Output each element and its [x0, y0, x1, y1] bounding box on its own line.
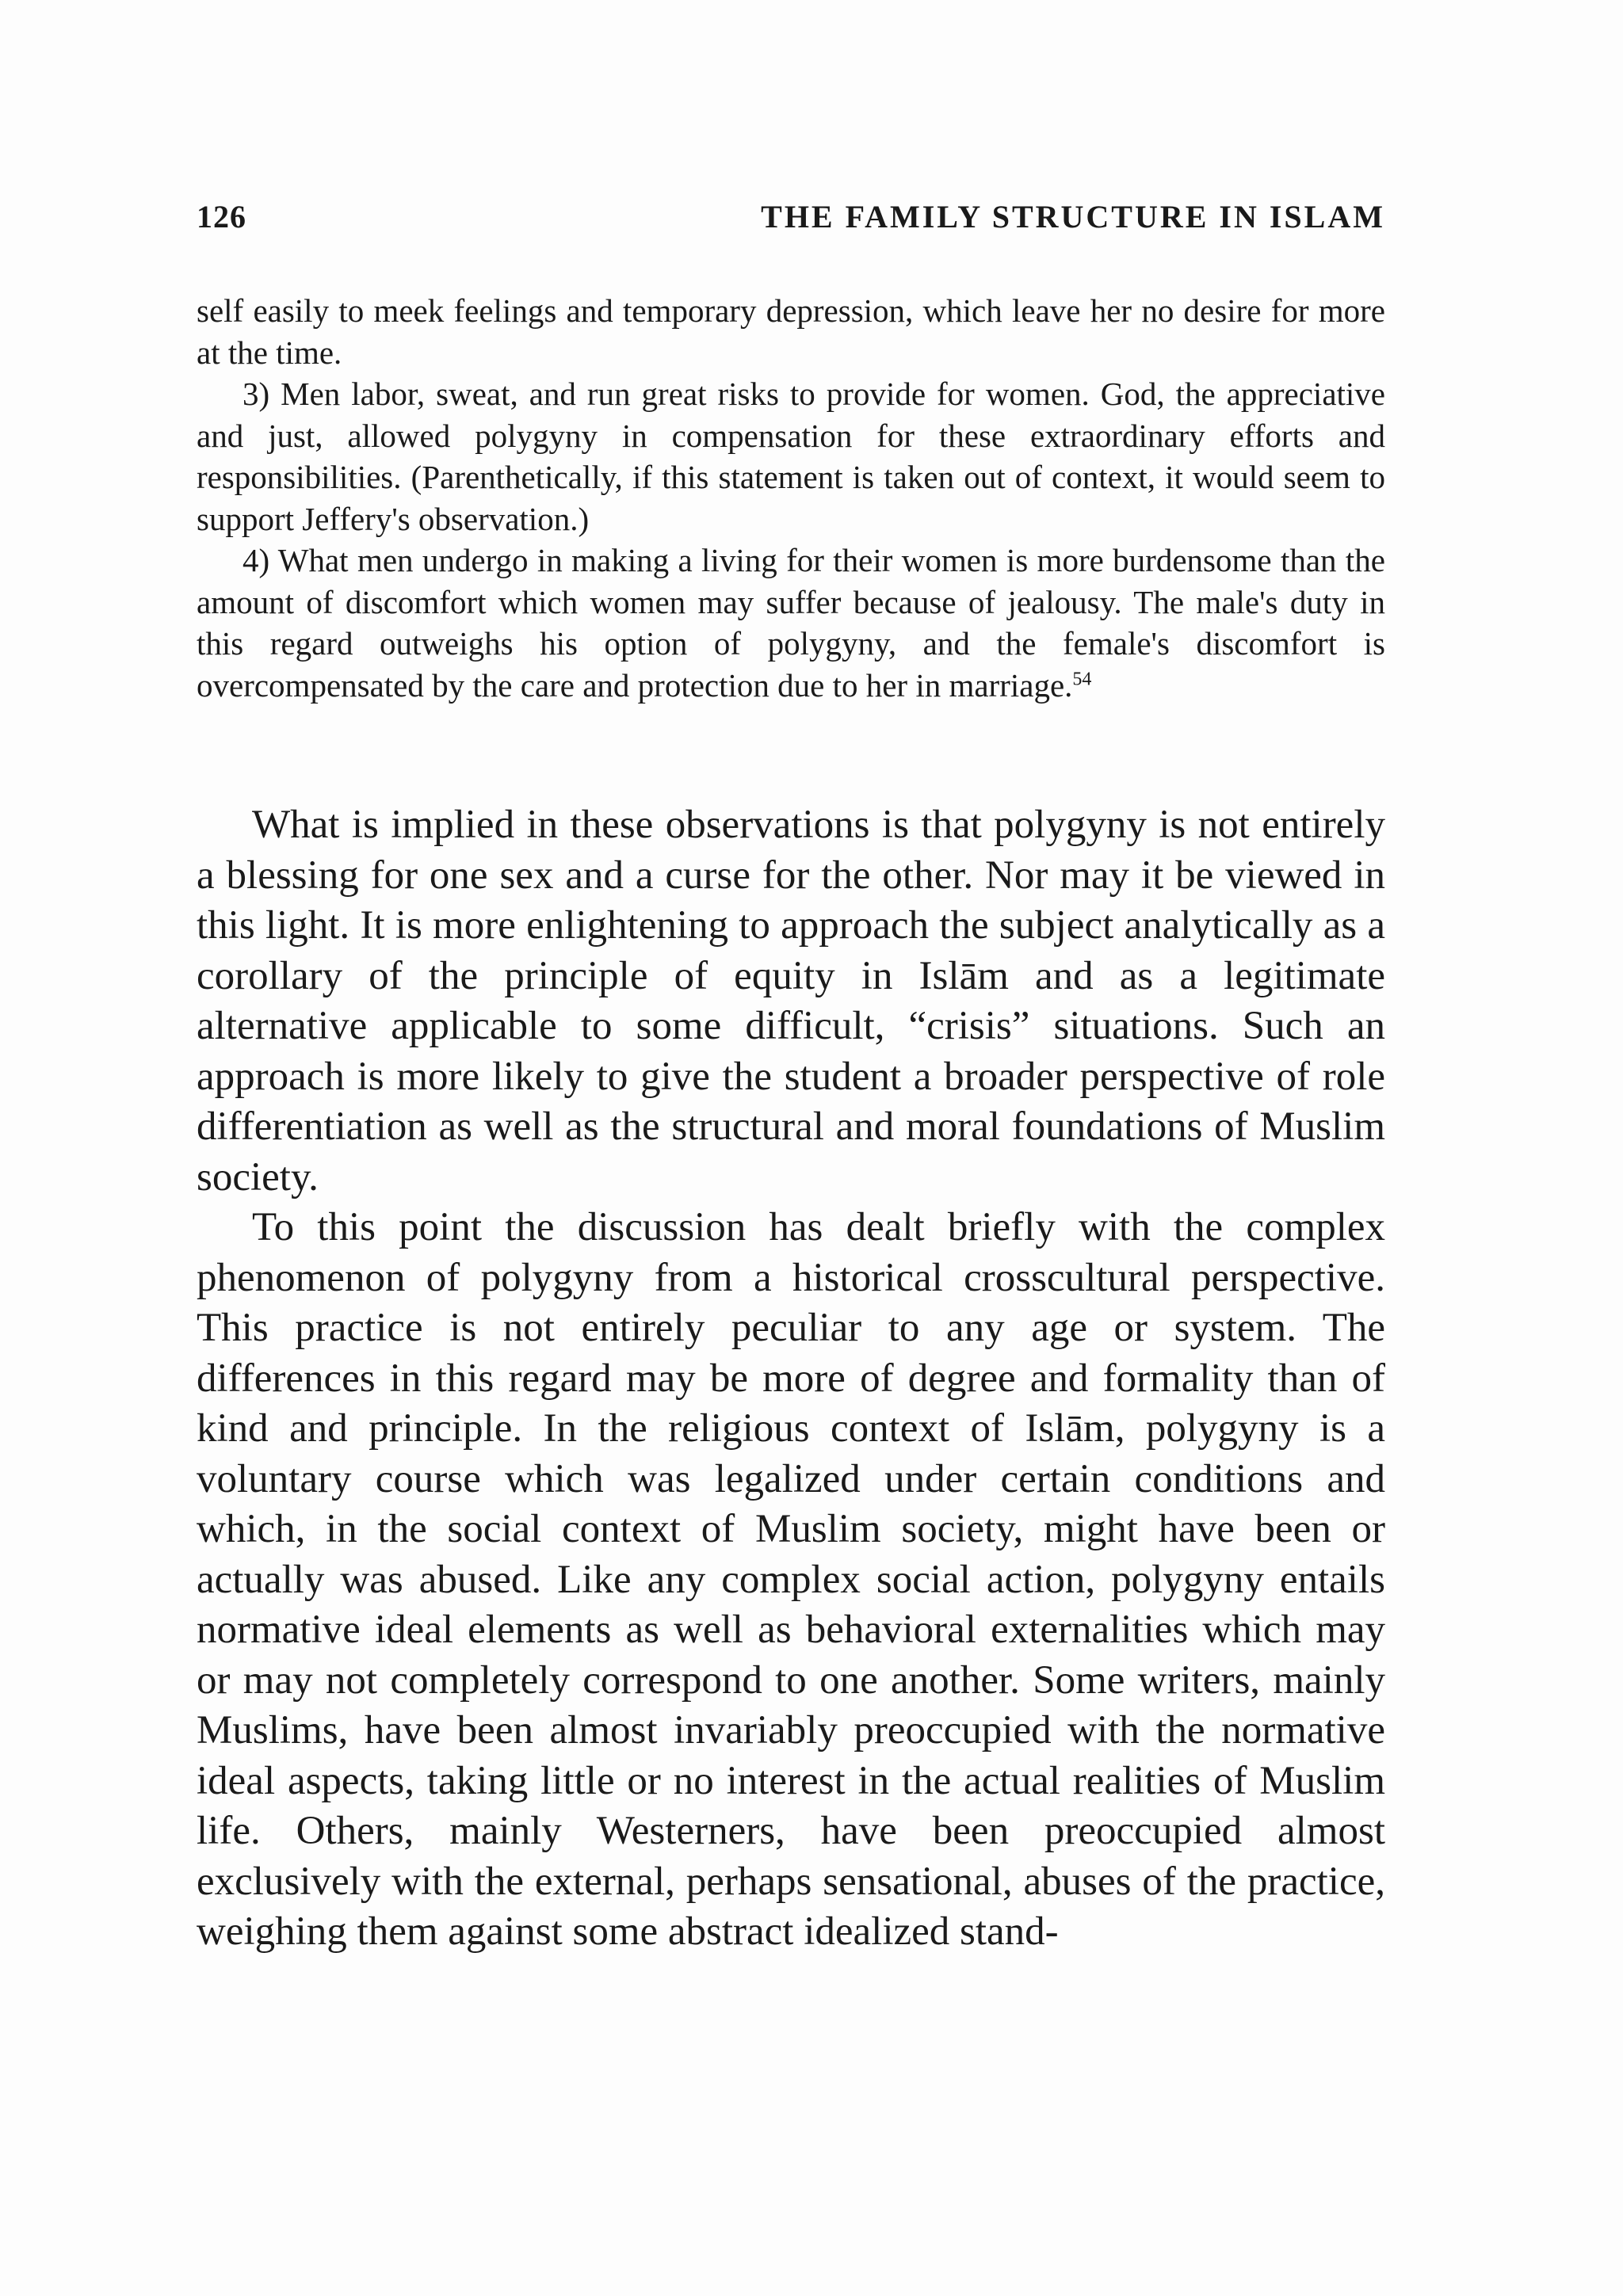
paragraph: What is implied in these observations is that polygyny is not entirely a blessing for one sex and a curse for the other. Nor may it be viewed in this light. It is more enlightening to approach the subject analytically as a corollary of the principle of equity in Islām and as a legitimate alternative applicable to some difficult, “crisis” situations. Such an approach is more likely to give the student a broader perspective of role differentiation as well as the structural and moral foundations of Muslim society.	[197, 803, 1385, 1199]
page-number: 126	[197, 199, 246, 235]
page-header	[197, 190, 1385, 246]
running-title: THE FAMILY STRUCTURE IN ISLAM	[761, 199, 1385, 235]
paragraph-text: 4) What men undergo in making a living for their women is more burdensome than the amount of discomfort which women may suffer because of jealousy. The male's duty in this regard outweighs his option of polygyny, and the female's discomfort is overcompensated by the care and protection due to her in marriage.	[197, 542, 1385, 704]
paragraph: To this point the discussion has dealt briefly with the complex phenomenon of polygyny from a historical crosscultural perspective. This practice is not entirely peculiar to any age or system. The differences in this regard may be more of degree and formality than of kind and principle. In the religious context of Islām, polygyny is a voluntary course which was legalized under certain conditions and which, in the social context of Muslim society, might have been or actually was abused. Like any complex social action, polygyny entails normative ideal elements as well as behavioral externalities which may or may not completely correspond to one another. Some writers, mainly Muslims, have been almost invariably preoccupied with the normative ideal aspects, taking little or no interest in the actual realities of Muslim life. Others, mainly Westerners, have been preoccupied almost exclusively with the external, perhaps sensational, abuses of the practice, weighing them against some abstract idealized stand-	[197, 1205, 1385, 1954]
body-text	[197, 800, 1385, 1958]
numbered-point-4	[197, 540, 1385, 706]
numbered-point-3: 3) Men labor, sweat, and run great risks to provide for women. God, the appreciative and just, allowed polygyny in compensation for these extraordinary efforts and responsibilities. (Parenthetically, if this statement is taken out of context, it would seem to support Jeffery's observation.)	[197, 376, 1385, 537]
block-quote-continuation	[197, 290, 1385, 706]
footnote-reference: 54	[1072, 668, 1092, 689]
paragraph: self easily to meek feelings and temporary depression, which leave her no desire for more at the time.	[197, 292, 1385, 371]
